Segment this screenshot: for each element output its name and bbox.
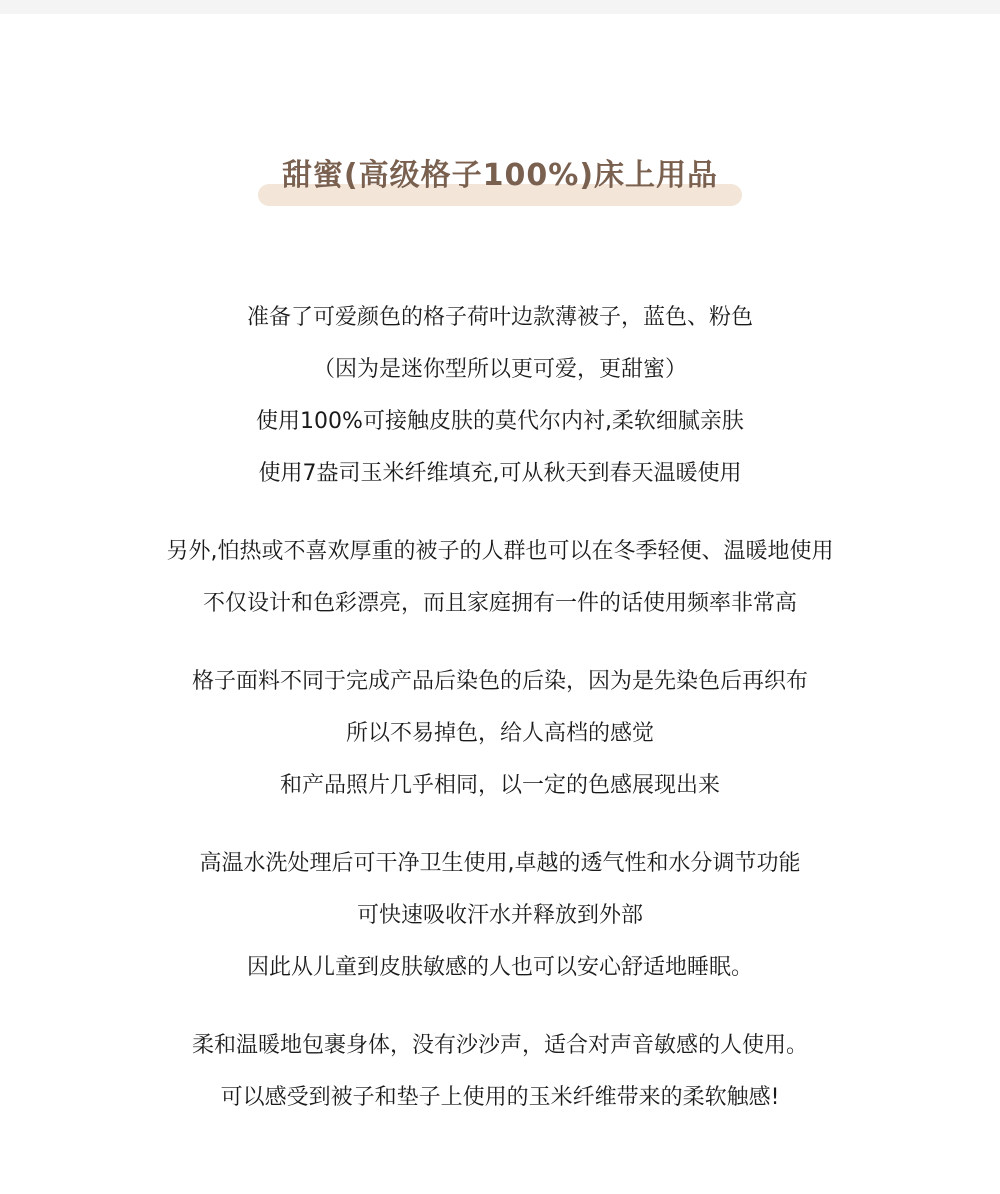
text-line: 准备了可爱颜色的格子荷叶边款薄被子，蓝色、粉色 bbox=[246, 305, 753, 330]
text-line: 不仅设计和色彩漂亮，而且家庭拥有一件的话使用频率非常高 bbox=[202, 591, 797, 616]
text-line: （因为是迷你型所以更可爱，更甜蜜） bbox=[312, 357, 687, 382]
paragraph-product-intro bbox=[0, 292, 1000, 500]
paragraph-comfort bbox=[0, 1020, 1000, 1124]
page-title: 甜蜜(高级格子100%)床上用品 bbox=[281, 158, 719, 193]
title-badge bbox=[258, 150, 742, 196]
text-line: 因此从儿童到皮肤敏感的人也可以安心舒适地睡眠。 bbox=[246, 955, 753, 980]
text-line: 和产品照片几乎相同，以一定的色感展现出来 bbox=[279, 773, 720, 798]
text-line: 使用100%可接触皮肤的莫代尔内衬,柔软细腻亲肤 bbox=[256, 409, 744, 434]
text-line: 可以感受到被子和垫子上使用的玉米纤维带来的柔软触感! bbox=[220, 1085, 780, 1110]
text-line: 可快速吸收汗水并释放到外部 bbox=[356, 903, 643, 928]
paragraph-usage bbox=[0, 526, 1000, 630]
paragraph-fabric bbox=[0, 656, 1000, 812]
text-line: 使用7盎司玉米纤维填充,可从秋天到春天温暖使用 bbox=[258, 461, 742, 486]
description-body bbox=[0, 292, 1000, 1124]
text-line: 所以不易掉色，给人高档的感觉 bbox=[345, 721, 654, 746]
text-line: 高温水洗处理后可干净卫生使用,卓越的透气性和水分调节功能 bbox=[199, 851, 801, 876]
text-line: 格子面料不同于完成产品后染色的后染，因为是先染色后再织布 bbox=[191, 669, 808, 694]
top-divider-strip bbox=[0, 0, 1000, 14]
title-section bbox=[0, 150, 1000, 196]
text-line: 柔和温暖地包裹身体，没有沙沙声，适合对声音敏感的人使用。 bbox=[191, 1033, 808, 1058]
paragraph-washing bbox=[0, 838, 1000, 994]
text-line: 另外,怕热或不喜欢厚重的被子的人群也可以在冬季轻便、温暖地使用 bbox=[166, 539, 834, 564]
